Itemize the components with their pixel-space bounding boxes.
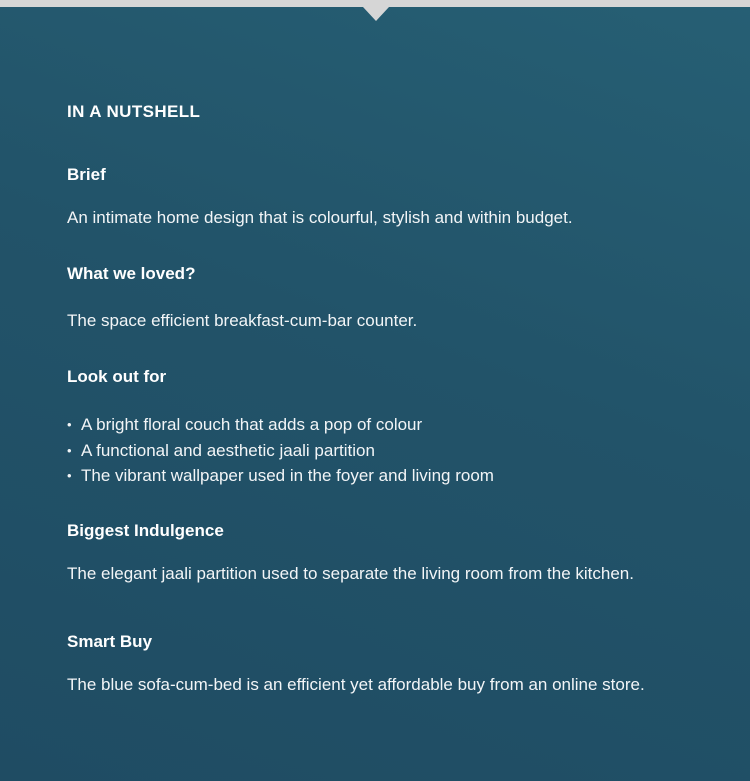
brief-heading: Brief [67, 165, 106, 184]
bullet-icon: • [67, 417, 72, 432]
list-item-text: The vibrant wallpaper used in the foyer and living room [81, 466, 494, 485]
list-item [67, 463, 494, 489]
list-item [67, 412, 494, 438]
biggest-indulgence-heading: Biggest Indulgence [67, 521, 224, 540]
list-item [67, 438, 494, 464]
list-item-text: A functional and aesthetic jaali partition [81, 440, 375, 460]
look-out-for-list [67, 412, 494, 489]
section-title: IN A NUTSHELL [67, 102, 201, 121]
list-item-text: A bright floral couch that adds a pop of colour [81, 415, 423, 434]
what-we-loved-text: The space efficient breakfast-cum-bar counter. [67, 311, 418, 330]
look-out-for-heading: Look out for [67, 367, 167, 386]
biggest-indulgence-text: The elegant jaali partition used to separate the living room from the kitchen. [67, 564, 634, 583]
top-divider-strip [0, 0, 750, 7]
what-we-loved-heading: What we loved? [67, 264, 196, 283]
smart-buy-text: The blue sofa-cum-bed is an efficient yet affordable buy from an online store. [67, 675, 645, 694]
bullet-icon: • [67, 468, 72, 483]
pointer-arrow-icon [363, 7, 389, 21]
smart-buy-heading: Smart Buy [67, 632, 153, 651]
brief-text: An intimate home design that is colourful, stylish and within budget. [67, 208, 573, 227]
bullet-icon: • [67, 442, 72, 458]
